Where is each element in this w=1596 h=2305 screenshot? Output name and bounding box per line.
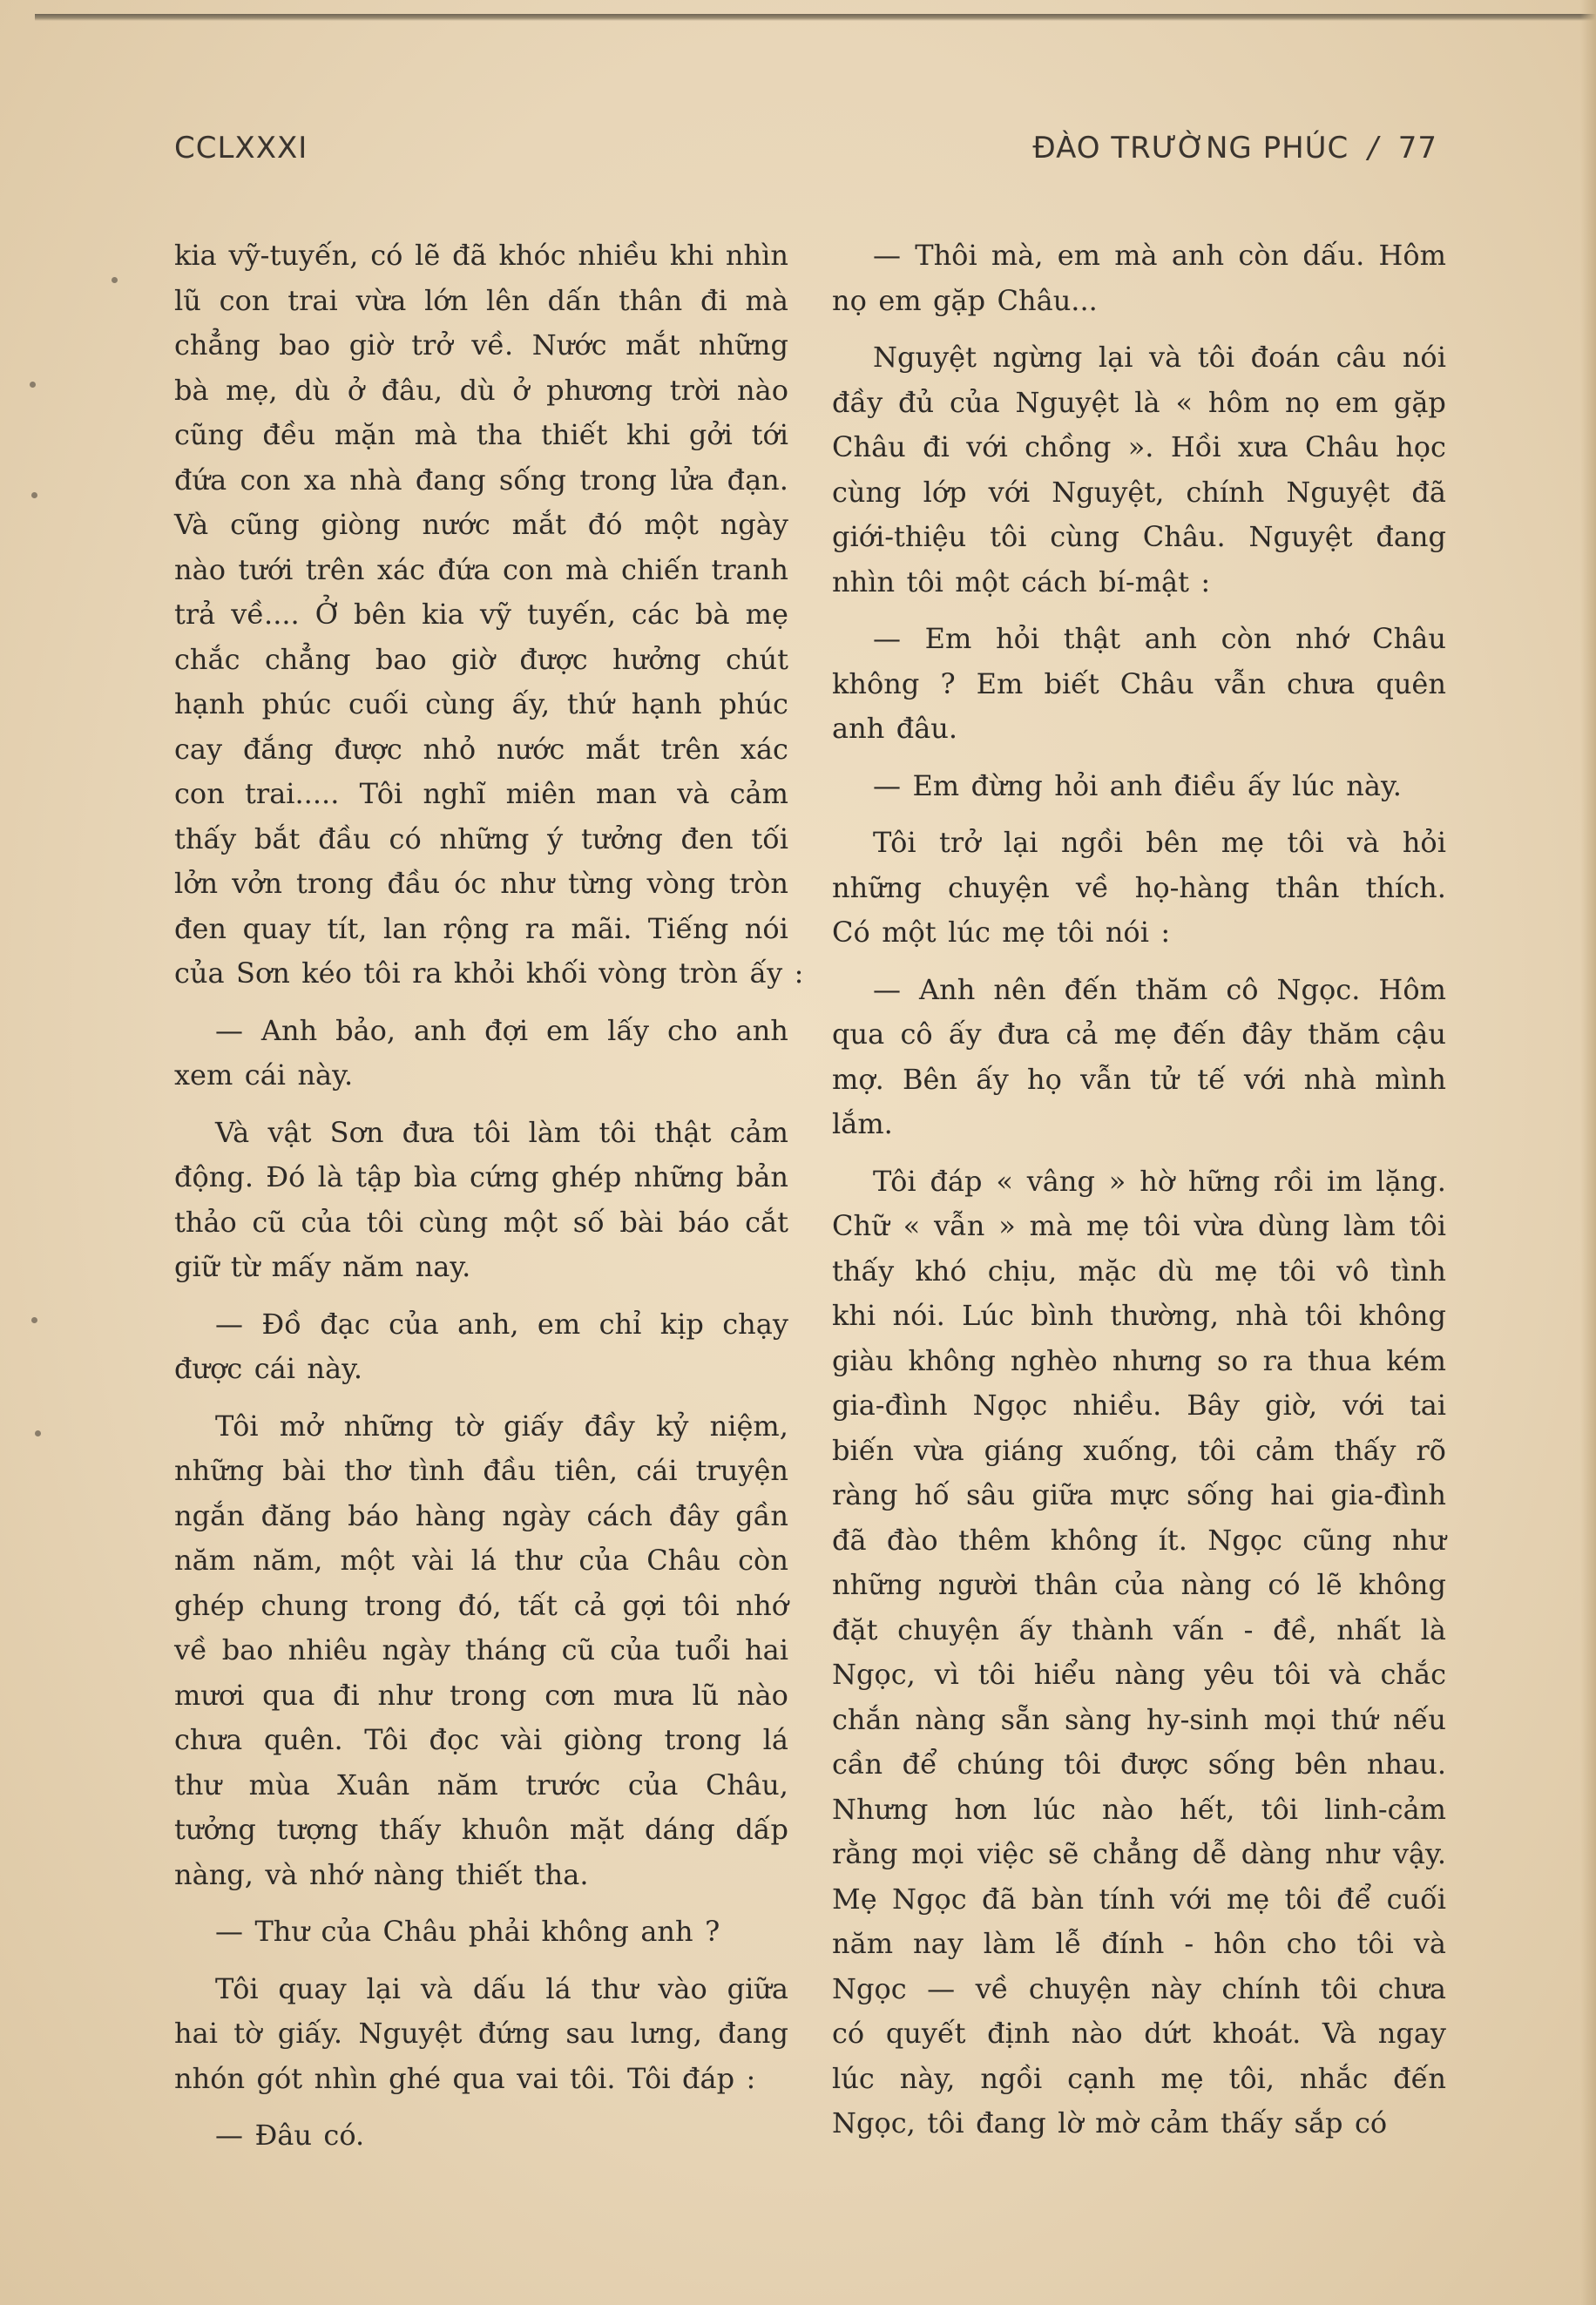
right-text-column [832,233,1446,2146]
paragraph [174,1111,788,1290]
paragraph [174,1302,788,1392]
text-line: — Thôi mà, em mà anh còn dấu. Hôm [873,239,1446,272]
text-line: nhón gót nhìn ghé qua vai tôi. Tôi đáp : [174,2061,756,2095]
text-line: Tôi đáp « vâng » hờ hững rồi im lặng. [873,1164,1446,1198]
text-line: giữ từ mấy năm nay. [174,1250,471,1283]
paragraph [174,1009,788,1098]
text-line: lởn vởn trong đầu óc như từng vòng tròn [174,867,788,900]
running-header [174,131,1437,174]
header-separator: / [1368,131,1379,166]
paragraph [832,335,1446,605]
paragraph [832,233,1446,323]
text-line: giới-thiệu tôi cùng Châu. Nguyệt đang [832,520,1446,553]
text-line: Ngọc — về chuyện này chính tôi chưa [832,1971,1446,2005]
text-line: cũng đều mặn mà tha thiết khi gởi tới [174,418,788,451]
text-line: nàng, và nhớ nàng thiết tha. [174,1857,589,1891]
text-line: — Em hỏi thật anh còn nhớ Châu [873,622,1446,655]
text-line: năm nay làm lễ đính - hôn cho tôi và [832,1927,1446,1960]
text-line: gia-đình Ngọc nhiều. Bây giờ, với tai [832,1389,1446,1422]
text-line: cần để chúng tôi được sống bên nhau. [832,1747,1446,1781]
page-right-edge-shadow [1580,0,1596,2305]
text-line: — Thư của Châu phải không anh ? [215,1915,720,1948]
paragraph-gap [832,808,1446,821]
text-line: nọ em gặp Châu... [832,283,1098,317]
text-line: mươi qua đi như trong cơn mưa lũ nào [174,1678,788,1712]
text-line: Nhưng hơn lúc nào hết, tôi linh-cảm [832,1792,1446,1826]
paragraph [832,821,1446,956]
text-line: ghép chung trong đó, tất cả gợi tôi nhớ [174,1588,788,1622]
text-line: anh đâu. [832,712,958,745]
text-line: chắn nàng sẵn sàng hy-sinh mọi thứ nếu [832,1702,1446,1736]
paragraph-gap [832,1147,1446,1159]
text-line: đầy đủ của Nguyệt là « hôm nọ em gặp [832,385,1446,419]
paragraph [174,1910,788,1955]
paragraph-gap [174,1955,788,1967]
paragraph [832,617,1446,752]
paragraph-gap [174,997,788,1009]
paragraph-gap [832,956,1446,968]
text-line: giàu không nghèo nhưng so ra thua kém [832,1343,1446,1377]
text-line: chưa quên. Tôi đọc vài giòng trong lá [174,1723,788,1756]
text-line: biến vừa giáng xuống, tôi cảm thấy rõ [832,1433,1446,1467]
paragraph-gap [832,605,1446,617]
text-line: lắm. [832,1107,893,1140]
page-number: 77 [1397,131,1437,166]
paragraph [832,968,1446,1147]
text-line: cay đắng được nhỏ nước mắt trên xác [174,732,788,766]
text-line: những chuyện về họ-hàng thân thích. [832,870,1446,904]
paragraph [174,1967,788,2102]
text-line: ràng hố sâu giữa mực sống hai gia-đình [832,1478,1446,1511]
paper-speck [35,1430,41,1436]
text-line: đã đào thêm không ít. Ngọc cũng như [832,1523,1446,1557]
text-line: bà mẹ, dù ở đâu, dù ở phương trời nào [174,373,788,407]
paragraph-gap [174,1897,788,1910]
text-line: Châu đi với chồng ». Hồi xưa Châu học [832,430,1446,463]
text-line: không ? Em biết Châu vẫn chưa quên [832,666,1446,700]
text-line: thư mùa Xuân năm trước của Châu, [174,1768,788,1801]
text-line: rằng mọi việc sẽ chẳng dễ dàng như vậy. [832,1837,1446,1870]
text-line: được cái này. [174,1352,363,1385]
text-line: những bài thơ tình đầu tiên, cái truyện [174,1454,788,1487]
text-line: — Em đừng hỏi anh điều ấy lúc này. [873,768,1402,802]
text-line: động. Đó là tập bìa cứng ghép những bản [174,1160,788,1193]
paper-speck [31,492,37,498]
paragraph [832,1159,1446,2146]
text-line: kia vỹ-tuyến, có lẽ đã khóc nhiều khi nhìn [174,239,788,272]
text-line: Và cũng giòng nước mắt đó một ngày [174,508,788,541]
text-line: Có một lúc mẹ tôi nói : [832,916,1171,949]
text-line: lũ con trai vừa lớn lên dấn thân đi mà [174,283,788,317]
paragraph-gap [174,1098,788,1111]
paragraph-gap [832,323,1446,335]
text-line: đen quay tít, lan rộng ra mãi. Tiếng nói [174,911,788,945]
paragraph-gap [832,752,1446,764]
text-line: năm năm, một vài lá thư của Châu còn [174,1544,788,1577]
paragraph [174,233,804,997]
text-line: chẳng bao giờ trở về. Nước mắt những [174,328,788,362]
text-line: hai tờ giấy. Nguyệt đứng sau lưng, đang [174,2017,788,2050]
paragraph-gap [174,1392,788,1404]
text-line: trả về.... Ở bên kia vỹ tuyến, các bà mẹ [174,598,788,631]
paragraph-gap [174,1290,788,1302]
text-line: nhìn tôi một cách bí-mật : [832,564,1211,598]
text-line: hạnh phúc cuối cùng ấy, thứ hạnh phúc [174,687,788,720]
text-line: — Đồ đạc của anh, em chỉ kịp chạy [215,1307,788,1341]
text-line: đặt chuyện ấy thành vấn - đề, nhất là [832,1612,1446,1646]
text-line: đứa con xa nhà đang sống trong lửa đạn. [174,463,788,497]
text-line: — Đâu có. [215,2119,365,2152]
paper-speck [31,1317,37,1323]
text-line: ngắn đăng báo hàng ngày cách đây gần [174,1498,788,1532]
text-line: Nguyệt ngừng lại và tôi đoán câu nói [873,341,1446,374]
paragraph [174,2113,788,2159]
text-line: lúc này, ngồi cạnh mẹ tôi, nhắc đến [832,2061,1446,2095]
text-line: Ngọc, tôi đang lờ mờ cảm thấy sắp có [832,2106,1388,2139]
text-line: tưởng tượng thấy khuôn mặt dáng dấp [174,1813,788,1846]
text-line: Chữ « vẫn » mà mẹ tôi vừa dùng làm tôi [832,1209,1446,1242]
text-line: — Anh nên đến thăm cô Ngọc. Hôm [873,972,1446,1006]
text-line: có quyết định nào dứt khoát. Và ngay [832,2017,1446,2050]
text-line: thấy khó chịu, mặc dù mẹ tôi vô tình [832,1254,1446,1288]
left-text-column [174,233,804,2159]
paragraph [832,764,1446,809]
text-line: Tôi mở những tờ giấy đầy kỷ niệm, [215,1409,788,1443]
paragraph-gap [174,2101,788,2113]
text-line: con trai..... Tôi nghĩ miên man và cảm [174,777,788,810]
text-line: Và vật Sơn đưa tôi làm tôi thật cảm [215,1115,788,1149]
text-line: thảo cũ của tôi cùng một số bài báo cắt [174,1205,788,1239]
text-line: khi nói. Lúc bình thường, nhà tôi không [832,1299,1446,1332]
text-line: của Sơn kéo tôi ra khỏi khối vòng tròn ấy : [174,956,804,990]
chapter-numeral: CCLXXXI [174,131,308,166]
text-line: cùng lớp với Nguyệt, chính Nguyệt đã [832,475,1446,509]
paper-speck [112,277,118,283]
text-line: Mẹ Ngọc đã bàn tính với mẹ tôi để cuối [832,1882,1446,1916]
text-line: Tôi trở lại ngồi bên mẹ tôi và hỏi [873,826,1446,859]
text-line: chắc chẳng bao giờ được hưởng chút [174,642,788,676]
text-line: Ngọc, vì tôi hiểu nàng yêu tôi và chắc [832,1658,1446,1691]
text-line: qua cô ấy đưa cả mẹ đến đây thăm cậu [832,1017,1446,1051]
text-line: về bao nhiêu ngày tháng cũ của tuổi hai [174,1633,788,1666]
header-author-page [1032,131,1437,166]
paper-speck [30,382,36,388]
text-line: nào tưới trên xác đứa con mà chiến tranh [174,552,788,586]
text-line: mợ. Bên ấy họ vẫn tử tế với nhà mình [832,1062,1446,1096]
page-top-edge-shadow [35,14,1596,21]
text-line: Tôi quay lại và dấu lá thư vào giữa [215,1971,788,2005]
text-line: những người thân của nàng có lẽ không [832,1568,1446,1601]
text-line: — Anh bảo, anh đợi em lấy cho anh [215,1013,788,1047]
text-line: xem cái này. [174,1058,354,1092]
paragraph [174,1404,788,1898]
author-name: ĐÀO TRƯỜNG PHÚC [1032,131,1349,166]
text-line: thấy bắt đầu có những ý tưởng đen tối [174,821,788,855]
